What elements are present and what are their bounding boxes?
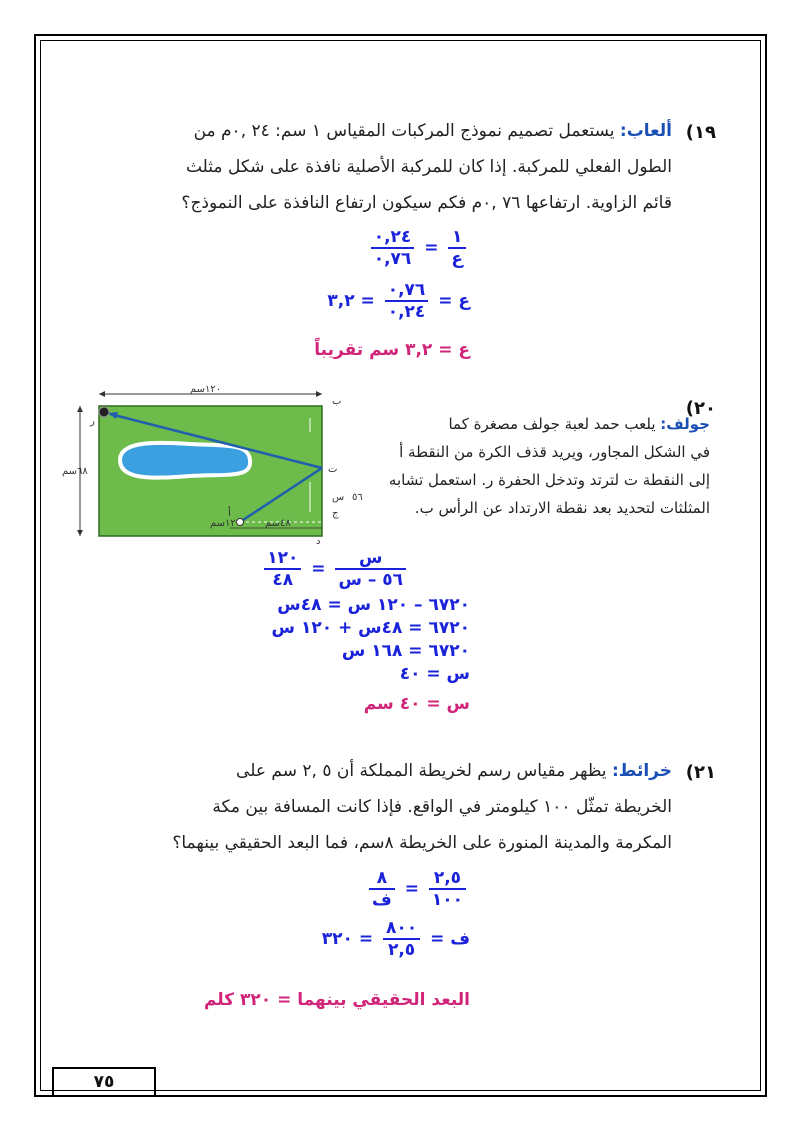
problem-20-text-1: يلعب حمد لعبة جولف مصغرة كما [448,415,656,433]
fig-seg-56: ٥٦ [352,492,363,503]
problem-21-number: ٢١) [685,762,716,783]
p19-eq2-num: ٠,٧٦ [385,280,429,302]
fig-pt-b: ب [332,396,342,407]
problem-20-line-2: في الشكل المجاور، ويريد قذف الكرة من النقطة أ [399,443,710,461]
p21-eq2-den: ٢,٥ [387,940,416,960]
fig-bottom-b: ١٢سم [210,518,236,529]
fig-bottom-a: ٤٨سم [265,518,291,529]
p21-eq2-var: ف [450,929,470,949]
problem-20-line-1 [380,410,710,438]
problem-20-step-3: ٦٧٢٠ = ١٦٨ س [341,641,470,661]
problem-19-line-1 [72,114,672,148]
problem-19-line-2: الطول الفعلي للمركبة. إذا كان للمركبة الأصلية نافذة على شكل مثلث [185,157,672,177]
problem-21-line-1 [72,754,672,788]
p21-eq1-lhs-den: ١٠٠ [431,890,463,910]
fig-top-length: ١٢٠سم [190,384,222,395]
fig-pt-t: ت [328,464,338,475]
problem-20-line-4: المثلثات لتحديد بعد نقطة الارتداد عن الرأس ب. [414,499,710,517]
p19-eq1-rhs-num: ٠,٢٤ [371,227,415,249]
p21-eq1-lhs-num: ٢,٥ [429,868,466,890]
problem-21-eq-2: ف = $\frac{٨٠٠}{٢,٥}$ = ٣٢٠ [321,918,470,960]
p20-eq1-rhs-num: ١٢٠ [264,548,301,570]
p21-eq2-num: ٨٠٠ [383,918,420,940]
problem-20-eq-1: $\frac{\text{س}}{\text{٥٦ – س}}$ = $\frac{١٢٠}{٤٨}$ [260,548,410,590]
problem-21-keyword: خرائط : [612,761,672,781]
p19-eq1-rhs-den: ٠,٧٦ [373,249,412,269]
p19-eq2-var: ع [458,291,470,311]
problem-21-eq-1: $\frac{٢,٥}{١٠٠}$ = $\frac{٨}{\text{ف}}$ [365,868,470,910]
problem-19-keyword: ألعاب : [620,121,672,141]
p19-eq1-lhs-den: ع [451,249,463,269]
problem-19-eq-1: $\frac{١}{\text{ع}}$ = $\frac{٠,٢٤}{٠,٧٦}$ [367,227,470,269]
problem-19-text-1: يستعمل تصميم نموذج المركبات المقياس ١ سم: ٢٤ ,٠م من [193,121,615,141]
p19-eq2-den: ٠,٢٤ [387,302,426,322]
problem-21-line-3: المكرمة والمدينة المنورة على الخريطة ٨سم، فما البعد الحقيقي بينهما؟ [172,833,672,853]
page-number: ٧٥ [52,1067,156,1097]
fig-pt-a: أ [228,508,231,519]
problem-19-number: ١٩) [685,122,716,143]
p19-eq2-result: ٣,٢ [327,291,355,311]
problem-19-answer: ع = ٣,٢ سم تقريباً [314,340,470,360]
p21-eq1-rhs-den: ف [372,890,392,910]
p19-eq1-lhs-num: ١ [448,227,466,249]
golf-course-figure [62,382,370,547]
problem-20-step-4: س = ٤٠ [399,664,470,684]
p20-eq1-lhs-num: س [335,548,406,570]
golf-hole-icon [99,407,109,417]
p20-eq1-rhs-den: ٤٨ [272,570,294,590]
fig-pt-d: د [316,536,321,547]
p20-eq1-lhs-den: ٥٦ – س [338,570,403,590]
problem-20-answer: س = ٤٠ سم [363,694,470,714]
problem-20-number: ٢٠) [685,398,716,419]
problem-20-step-1: ٦٧٢٠ – ١٢٠ س = ٤٨س [277,595,470,615]
water-hazard [120,443,250,478]
problem-21-answer: البعد الحقيقي بينهما = ٣٢٠ كلم [203,990,470,1010]
fig-side-height: ٦٨سم [62,466,88,477]
fig-pt-j: ج [332,508,339,519]
p21-eq1-rhs-num: ٨ [369,868,395,890]
problem-20-step-2: ٦٧٢٠ = ٤٨س + ١٢٠ س [271,618,470,638]
problem-19-eq-2: ع = $\frac{٠,٧٦}{٠,٢٤}$ = ٣,٢ [327,280,470,322]
problem-21-text-1: يظهر مقياس رسم لخريطة المملكة أن ٥ ,٢ سم على [236,761,607,781]
fig-seg-x: س [332,492,345,503]
p21-eq2-result: ٣٢٠ [321,929,353,949]
problem-19-line-3: قائم الزاوية. ارتفاعها ٧٦ ,٠م فكم سيكون ارتفاع النافذة على النموذج؟ [181,193,672,213]
problem-20-line-3: إلى النقطة ت لترتد وتدخل الحفرة ر. استعمل تشابه [388,471,710,489]
problem-21-line-2: الخريطة تمثّل ١٠٠ كيلومتر في الواقع. فإذا كانت المسافة بين مكة [212,797,672,817]
fig-pt-r: ر [90,416,95,427]
problem-20-keyword: جولف : [660,415,710,433]
